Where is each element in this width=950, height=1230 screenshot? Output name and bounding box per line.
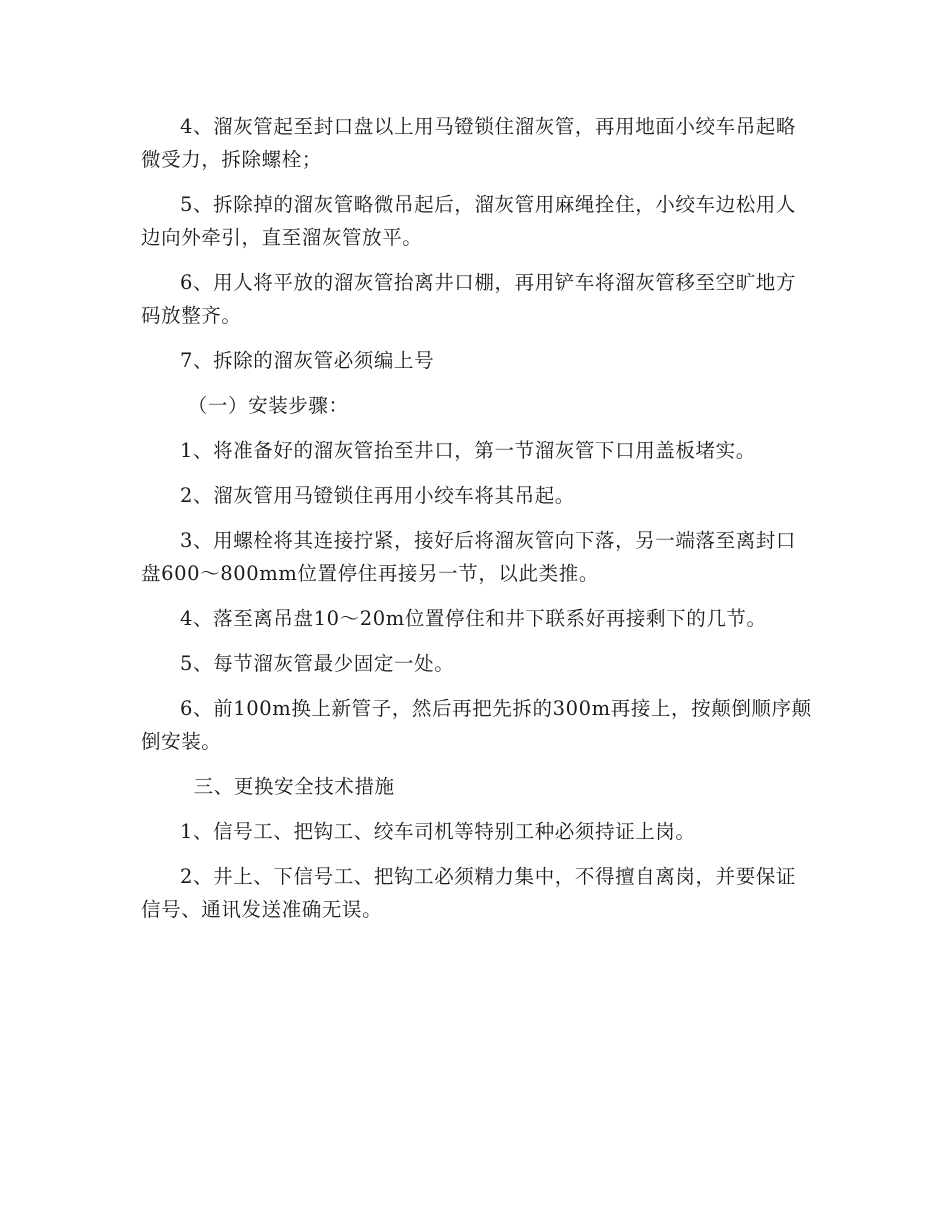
section-heading-safety-measures: 三、更换安全技术措施 <box>193 775 395 798</box>
paragraph-safety-2: 2、井上、下信号工、把钩工必须精力集中，不得擅自离岗，并要保证信号、通讯发送准确无误。 <box>141 865 797 921</box>
paragraph-step-4-lift-pipe: 4、溜灰管起至封口盘以上用马镫锁住溜灰管，再用地面小绞车吊起略微受力，拆除螺栓； <box>141 115 797 171</box>
document-body <box>141 110 813 938</box>
paragraph-step-7-number-pipe: 7、拆除的溜灰管必须编上号 <box>180 349 435 372</box>
paragraph-safety-1: 1、信号工、把钩工、绞车司机等特别工种必须持证上岗。 <box>180 820 696 843</box>
paragraph-install-step-4: 4、落至离吊盘10～20m位置停住和井下联系好再接剩下的几节。 <box>180 607 767 630</box>
paragraph-step-6-move-pipe: 6、用人将平放的溜灰管抬离井口棚，再用铲车将溜灰管移至空旷地方码放整齐。 <box>141 271 797 327</box>
paragraph-step-5-lower-pipe: 5、拆除掉的溜灰管略微吊起后，溜灰管用麻绳拴住，小绞车边松用人边向外牵引，直至溜灰管放平。 <box>141 193 797 249</box>
paragraph-install-step-2: 2、溜灰管用马镫锁住再用小绞车将其吊起。 <box>180 484 575 507</box>
paragraph-install-step-1: 1、将准备好的溜灰管抬至井口，第一节溜灰管下口用盖板堵实。 <box>180 439 756 462</box>
paragraph-install-step-3: 3、用螺栓将其连接拧紧，接好后将溜灰管向下落，另一端落至离封口盘600～800mm位置停住再接另一节，以此类推。 <box>141 529 797 585</box>
section-heading-installation-steps: （一）安装步骤： <box>187 394 349 417</box>
paragraph-install-step-6: 6、前100m换上新管子，然后再把先拆的300m再接上，按颠倒顺序颠倒安装。 <box>141 697 812 753</box>
paragraph-install-step-5: 5、每节溜灰管最少固定一处。 <box>180 652 455 675</box>
